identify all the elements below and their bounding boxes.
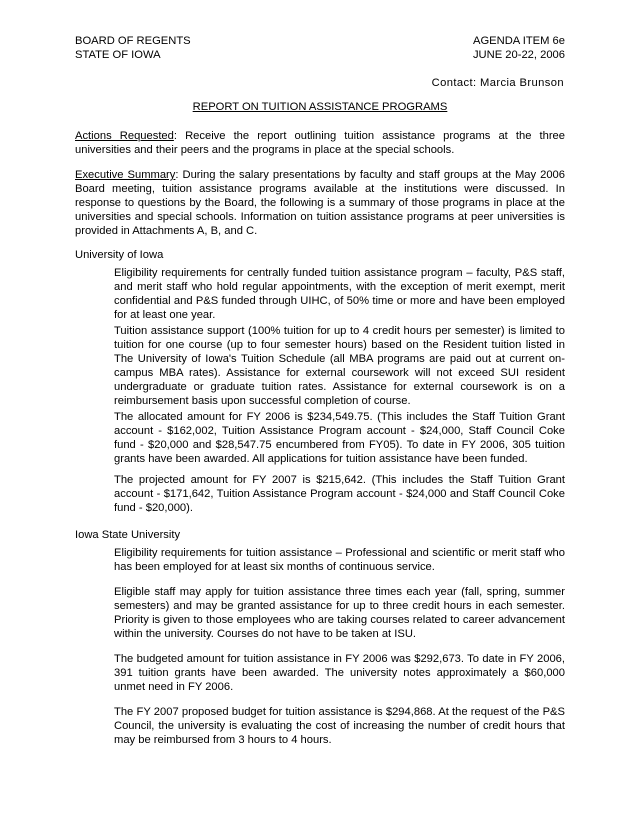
uiowa-paragraph-support: Tuition assistance support (100% tuition for up to 4 credit hours per semester) is limited to tuition for one course (up to four semester hours) based on the Resident tuition listed in The University of Iowa's Tuition Schedule (all MBA programs are paid out at current on-campus MBA rates). Assistance for external coursework will not exceed SUI resident undergraduate or graduate tuition rates. Assistance for external coursework is on a reimbursement basis upon successful completion of course. <box>114 325 565 407</box>
isu-paragraph-eligibility: Eligibility requirements for tuition assistance – Professional and scientific or merit staff who has been employed for at least six months of continuous service. <box>114 547 565 573</box>
actions-text: : Receive the report outlining tuition assistance programs at the three universities and their peers and the programs in place at the special schools. <box>75 130 565 156</box>
org-line-1: BOARD OF REGENTS <box>75 35 191 47</box>
header-row-2 <box>75 48 565 62</box>
isu-paragraph-fy2007: The FY 2007 proposed budget for tuition assistance is $294,868. At the request of the P&S Council, the university is evaluating the cost of increasing the number of credit hours that may be reimbursed from 3 hours to 4 hours. <box>114 706 565 746</box>
header-row-1 <box>75 34 565 48</box>
isu-paragraph-fy2006: The budgeted amount for tuition assistance in FY 2006 was $292,673. To date in FY 2006, 391 tuition grants have been awarded. The university notes approximately a $60,000 unmet need in FY 2006. <box>114 653 565 693</box>
section-heading-isu: Iowa State University <box>75 529 181 541</box>
summary-text: : During the salary presentations by faculty and staff groups at the May 2006 Board meeting, tuition assistance programs available at the institutions were discussed. In response to questions by the Board, the following is a summary of those programs in place at the universities and special schools. Information on tuition assistance programs at peer universities is provided in Attachments A, B, and C. <box>75 169 565 237</box>
section-heading-uiowa: University of Iowa <box>75 249 164 261</box>
contact-line: Contact: Marcia Brunson <box>431 77 564 89</box>
uiowa-paragraph-fy2006: The allocated amount for FY 2006 is $234,549.75. (This includes the Staff Tuition Grant account - $162,002, Tuition Assistance Program account - $24,000, Staff Council Coke fund - $20,000 and $28,547.75 encumbered from FY05). To date in FY 2006, 305 tuition grants have been awarded. All applications for tuition assistance have been funded. <box>114 411 565 465</box>
org-line-2: STATE OF IOWA <box>75 49 161 61</box>
isu-paragraph-application: Eligible staff may apply for tuition assistance three times each year (fall, spring, summer semesters) and may be granted assistance for up to three credit hours in each semester. Priority is given to those employees who are taking courses related to career advancement within the university. Courses do not have to be taken at ISU. <box>114 586 565 640</box>
summary-label: Executive Summary <box>75 169 176 181</box>
agenda-item: AGENDA ITEM 6e <box>472 35 565 47</box>
report-title: REPORT ON TUITION ASSISTANCE PROGRAMS <box>192 101 448 113</box>
meeting-dates: JUNE 20-22, 2006 <box>472 49 565 61</box>
actions-label: Actions Requested <box>75 130 174 142</box>
actions-requested <box>75 129 565 157</box>
uiowa-paragraph-fy2007: The projected amount for FY 2007 is $215,642. (This includes the Staff Tuition Grant account - $171,642, Tuition Assistance Program account - $24,000 and Staff Council Coke fund - $20,000). <box>114 474 565 514</box>
executive-summary <box>75 168 565 238</box>
uiowa-paragraph-eligibility: Eligibility requirements for centrally funded tuition assistance program – faculty, P&S staff, and merit staff who hold regular appointments, with the exception of merit exempt, merit confidential and P&S funded through UIHC, of 50% time or more and have been employed for at least one year. <box>114 267 565 321</box>
